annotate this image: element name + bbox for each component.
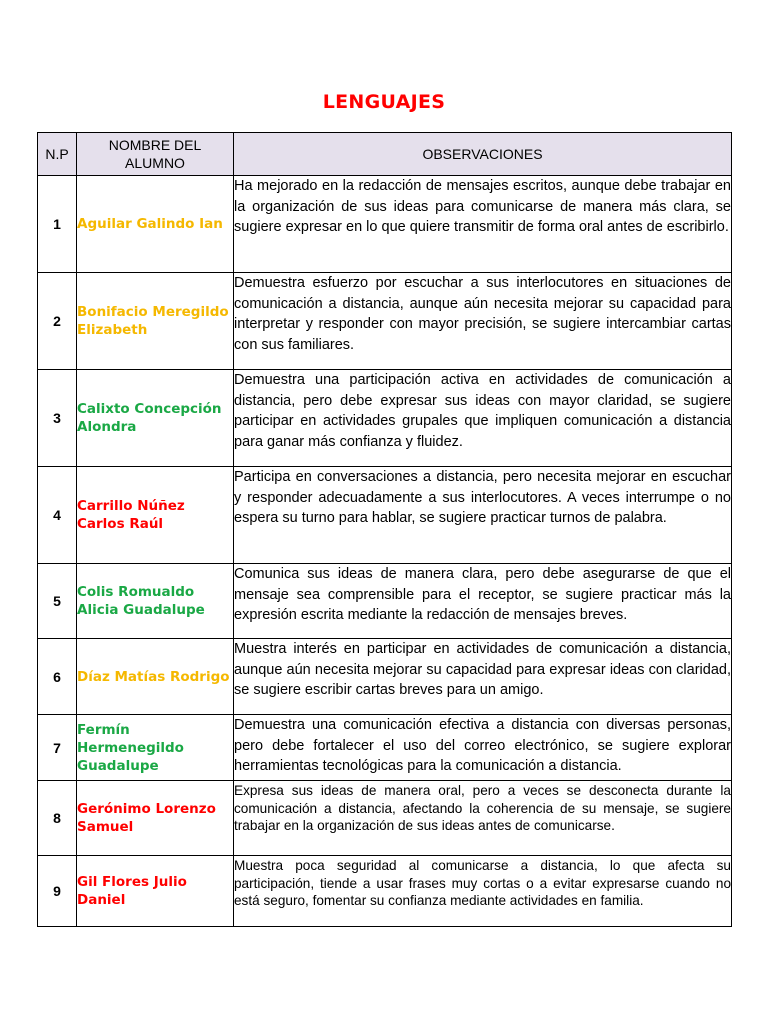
table-row bbox=[38, 176, 732, 273]
header-name-line1: NOMBRE DEL bbox=[108, 137, 202, 153]
student-name: Aguilar Galindo Ian bbox=[77, 176, 234, 273]
row-number: 5 bbox=[38, 564, 77, 639]
row-number: 8 bbox=[38, 781, 77, 856]
header-name bbox=[77, 133, 234, 176]
student-observation: Muestra interés en participar en actividades de comunicación a distancia, aunque aún necesita mejorar su capacidad para expresar ideas con claridad, se sugiere escribir cartas breves para un amigo. bbox=[234, 639, 732, 715]
student-observation: Ha mejorado en la redacción de mensajes escritos, aunque debe trabajar en la organización de sus ideas para comunicarse de manera más clara, se sugiere expresar en lo que quiere transmitir de forma oral antes de escribirlo. bbox=[234, 176, 732, 273]
student-observation: Comunica sus ideas de manera clara, pero debe asegurarse de que el mensaje sea comprensible para el receptor, se sugiere practicar más la expresión escrita mediante la redacción de mensajes breves. bbox=[234, 564, 732, 639]
row-number: 6 bbox=[38, 639, 77, 715]
student-name: Calixto Concepción Alondra bbox=[77, 370, 234, 467]
row-number: 4 bbox=[38, 467, 77, 564]
student-name: Carrillo Núñez Carlos Raúl bbox=[77, 467, 234, 564]
table-row bbox=[38, 639, 732, 715]
student-name: Gerónimo Lorenzo Samuel bbox=[77, 781, 234, 856]
row-number: 9 bbox=[38, 856, 77, 927]
student-observation: Expresa sus ideas de manera oral, pero a veces se desconecta durante la comunicación a distancia, afectando la coherencia de su mensaje, se sugiere trabajar en la organización de sus ideas antes de comunicarse. bbox=[234, 781, 732, 856]
table-header-row bbox=[38, 133, 732, 176]
row-number: 1 bbox=[38, 176, 77, 273]
student-name: Gil Flores Julio Daniel bbox=[77, 856, 234, 927]
table-row bbox=[38, 370, 732, 467]
row-number: 3 bbox=[38, 370, 77, 467]
table-row bbox=[38, 781, 732, 856]
table-row bbox=[38, 715, 732, 781]
header-np: N.P bbox=[38, 133, 77, 176]
student-observation: Demuestra una participación activa en actividades de comunicación a distancia, pero debe expresar sus ideas con mayor claridad, se sugiere participar en actividades grupales que impliquen comunicación a distancia para ganar más confianza y fluidez. bbox=[234, 370, 732, 467]
page-title: LENGUAJES bbox=[322, 91, 446, 113]
header-observations: OBSERVACIONES bbox=[234, 133, 732, 176]
table-row bbox=[38, 273, 732, 370]
student-observation: Participa en conversaciones a distancia, pero necesita mejorar en escuchar y responder adecuadamente a sus interlocutores. A veces interrumpe o no espera su turno para hablar, se sugiere practicar turnos de palabra. bbox=[234, 467, 732, 564]
row-number: 2 bbox=[38, 273, 77, 370]
student-name: Bonifacio Meregildo Elizabeth bbox=[77, 273, 234, 370]
header-name-line2: ALUMNO bbox=[125, 155, 185, 171]
table-row bbox=[38, 856, 732, 927]
student-observation: Demuestra esfuerzo por escuchar a sus interlocutores en situaciones de comunicación a distancia, aunque aún necesita mejorar su capacidad para interpretar y responder con mayor precisión, se sugiere intercambiar cartas con sus familiares. bbox=[234, 273, 732, 370]
student-name: Colis Romualdo Alicia Guadalupe bbox=[77, 564, 234, 639]
student-name: Díaz Matías Rodrigo bbox=[77, 639, 234, 715]
observations-table bbox=[37, 132, 732, 927]
student-observation: Demuestra una comunicación efectiva a distancia con diversas personas, pero debe fortalecer el uso del correo electrónico, se sugiere explorar herramientas tecnológicas para la comunicación a distancia. bbox=[234, 715, 732, 781]
row-number: 7 bbox=[38, 715, 77, 781]
table-row bbox=[38, 564, 732, 639]
student-name: Fermín Hermenegildo Guadalupe bbox=[77, 715, 234, 781]
table-row bbox=[38, 467, 732, 564]
student-observation: Muestra poca seguridad al comunicarse a distancia, lo que afecta su participación, tiende a usar frases muy cortas o a evitar expresarse cuando no está seguro, fomentar su confianza mediante actividades en familia. bbox=[234, 856, 732, 927]
